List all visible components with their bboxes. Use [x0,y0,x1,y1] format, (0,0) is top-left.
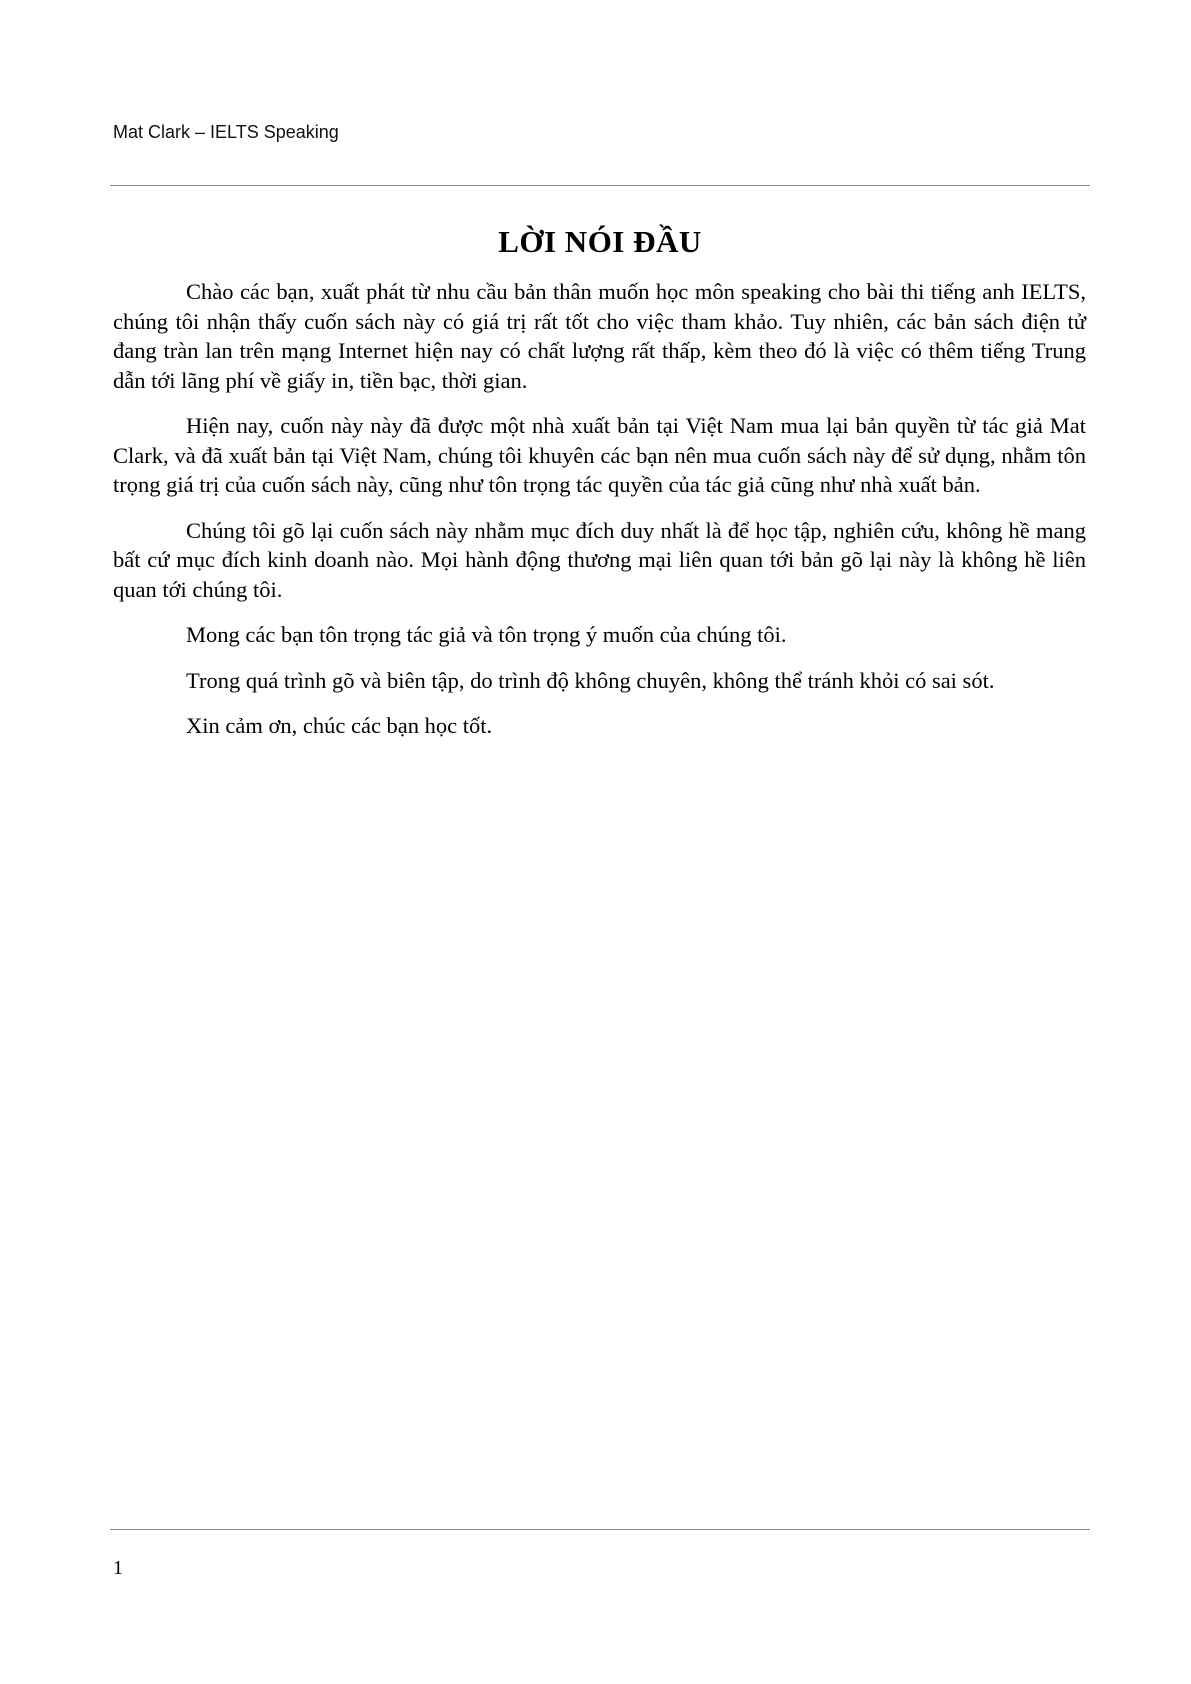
paragraph: Trong quá trình gõ và biên tập, do trình độ không chuyên, không thể tránh khỏi có sai sót. [186,667,995,693]
paragraph: Chúng tôi gõ lại cuốn sách này nhằm mục đích duy nhất là để học tập, nghiên cứu, không hề mang bất cứ mục đích kinh doanh nào. Mọi hành động thương mại liên quan tới bản gõ lại này là không hề liên quan tới chúng tôi. [113,517,1086,602]
paragraph: Xin cảm ơn, chúc các bạn học tốt. [186,713,493,738]
page-title: LỜI NÓI ĐẦU [498,224,702,259]
paragraph: Chào các bạn, xuất phát từ nhu cầu bản thân muốn học môn speaking cho bài thi tiếng anh IELTS, chúng tôi nhận thấy cuốn sách này có giá trị rất tốt cho việc tham khảo. Tuy nhiên, các bản sách điện tử đang tràn lan trên mạng Internet hiện nay có chất lượng rất thấp, kèm theo đó là việc có thêm tiếng Trung dẫn tới lãng phí về giấy in, tiền bạc, thời gian. [113,279,1086,393]
header-divider [110,185,1090,186]
page-number: 1 [113,1557,123,1579]
paragraph: Mong các bạn tôn trọng tác giả và tôn trọng ý muốn của chúng tôi. [186,622,787,647]
paragraph: Hiện nay, cuốn này này đã được một nhà xuất bản tại Việt Nam mua lại bản quyền từ tác giả Mat Clark, và đã xuất bản tại Việt Nam, chúng tôi khuyên các bạn nên mua cuốn sách này để sử dụng, nhằm tôn trọng giá trị của cuốn sách này, cũng như tôn trọng tác quyền của tác giả cũng như nhà xuất bản. [113,413,1086,497]
body-text [113,277,1086,757]
running-header: Mat Clark – IELTS Speaking [113,122,339,142]
footer-divider [110,1529,1090,1530]
